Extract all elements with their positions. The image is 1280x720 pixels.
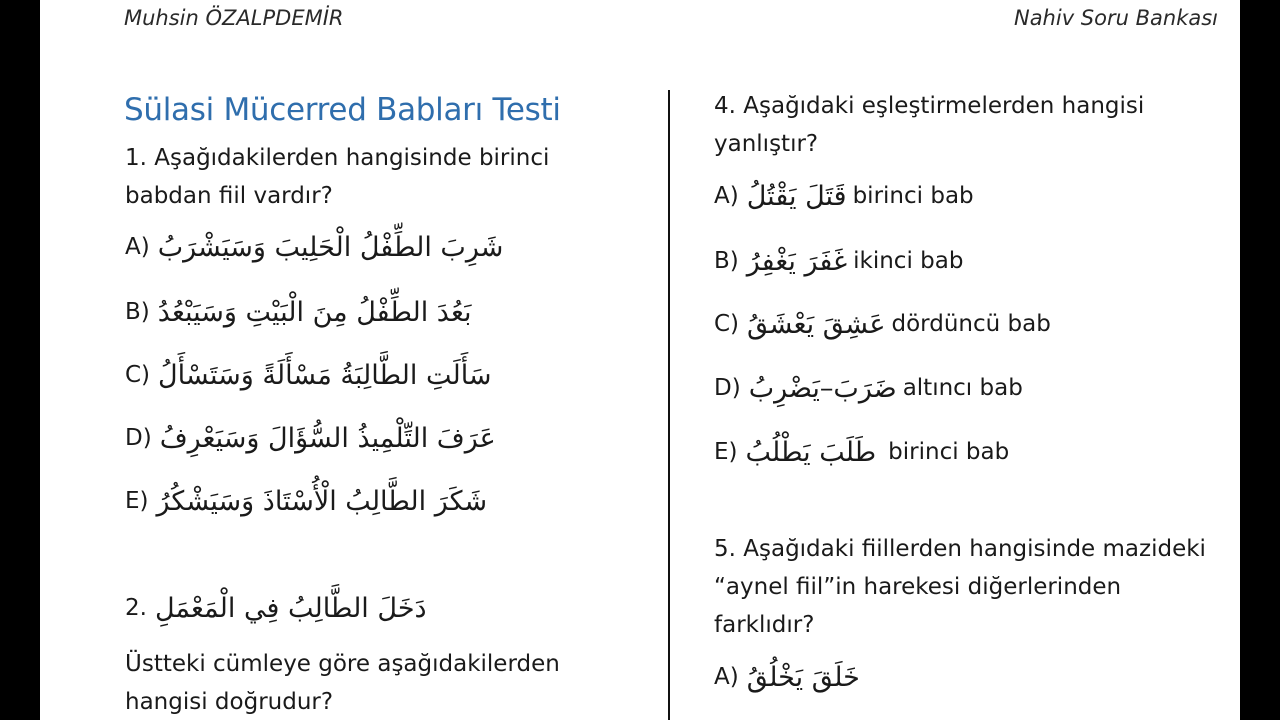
option-bab-label: dördüncü bab xyxy=(891,311,1051,337)
question-4-text xyxy=(714,87,1144,163)
option-letter: D) xyxy=(714,375,741,401)
question-5-line-1: 5. Aşağıdaki fiillerden hangisinde mazideki xyxy=(714,536,1206,562)
option-letter: A) xyxy=(714,664,739,690)
question-1-option-e xyxy=(125,481,487,521)
question-5-option-a xyxy=(714,657,860,697)
question-1-option-b xyxy=(125,292,472,332)
option-arabic-text: شَكَرَ الطَّالِبُ الْأُسْتَاذَ وَسَيَشْكُرُ xyxy=(156,485,488,517)
option-bab-label: birinci bab xyxy=(888,439,1010,465)
option-letter: C) xyxy=(714,311,740,337)
option-arabic-text: خَلَقَ يَخْلُقُ xyxy=(746,661,860,693)
question-1-line-1: 1. Aşağıdakilerden hangisinde birinci xyxy=(125,145,550,171)
question-number: 2. xyxy=(125,595,147,621)
header-book-title: Nahiv Soru Bankası xyxy=(1013,6,1218,30)
question-2-arabic-text: دَخَلَ الطَّالِبُ فِي الْمَعْمَلِ xyxy=(154,592,427,624)
option-arabic-text: غَفَرَ يَغْفِرُ xyxy=(746,245,848,277)
option-letter: D) xyxy=(125,425,152,451)
question-2-line-2: hangisi doğrudur? xyxy=(125,689,334,715)
option-letter: C) xyxy=(125,362,151,388)
question-1-option-a xyxy=(125,227,503,267)
question-1-text xyxy=(125,139,549,215)
question-4-line-1: 4. Aşağıdaki eşleştirmelerden hangisi xyxy=(714,93,1145,119)
option-arabic-text: سَأَلَتِ الطَّالِبَةُ مَسْأَلَةً وَسَتَسْأَلُ xyxy=(158,359,492,391)
option-letter: E) xyxy=(714,439,738,465)
option-letter: A) xyxy=(125,234,150,260)
header-author: Muhsin ÖZALPDEMİR xyxy=(124,6,344,30)
question-4-line-2: yanlıştır? xyxy=(714,131,819,157)
question-4-option-c xyxy=(714,304,1051,344)
option-bab-label: altıncı bab xyxy=(902,375,1023,401)
option-arabic-text: شَرِبَ الطِّفْلُ الْحَلِيبَ وَسَيَشْرَبُ xyxy=(157,231,504,263)
question-2-arabic-sentence xyxy=(125,588,427,628)
option-arabic-text: طَلَبَ يَطْلُبُ xyxy=(745,436,877,468)
option-arabic-text: عَرَفَ التِّلْمِيذُ السُّؤَالَ وَسَيَعْرِفُ xyxy=(159,422,496,454)
option-bab-label: birinci bab xyxy=(852,183,974,209)
test-title: Sülasi Mücerred Babları Testi xyxy=(124,92,561,128)
question-2-text xyxy=(125,645,560,720)
option-arabic-text: قَتَلَ يَقْتُلُ xyxy=(746,180,847,212)
question-4-option-e xyxy=(714,432,1009,472)
question-2-line-1: Üstteki cümleye göre aşağıdakilerden xyxy=(125,651,560,677)
option-arabic-text: ضَرَبَ–يَضْرِبُ xyxy=(748,372,897,404)
question-4-option-b xyxy=(714,241,963,281)
question-4-option-d xyxy=(714,368,1023,408)
question-5-line-3: farklıdır? xyxy=(714,612,815,638)
option-bab-label: ikinci bab xyxy=(853,248,964,274)
document-page xyxy=(40,0,1240,720)
option-letter: A) xyxy=(714,183,739,209)
question-1-option-d xyxy=(125,418,496,458)
option-letter: E) xyxy=(125,488,149,514)
option-letter: B) xyxy=(125,299,150,325)
option-arabic-text: بَعُدَ الطِّفْلُ مِنَ الْبَيْتِ وَسَيَبْعُدُ xyxy=(157,296,472,328)
question-5-text xyxy=(714,530,1206,644)
option-letter: B) xyxy=(714,248,739,274)
question-5-line-2: “aynel fiil”in harekesi diğerlerinden xyxy=(714,574,1122,600)
option-arabic-text: عَشِقَ يَعْشَقُ xyxy=(747,308,886,340)
question-1-option-c xyxy=(125,355,492,395)
question-4-option-a xyxy=(714,176,974,216)
question-1-line-2: babdan fiil vardır? xyxy=(125,183,333,209)
column-divider xyxy=(668,90,670,720)
